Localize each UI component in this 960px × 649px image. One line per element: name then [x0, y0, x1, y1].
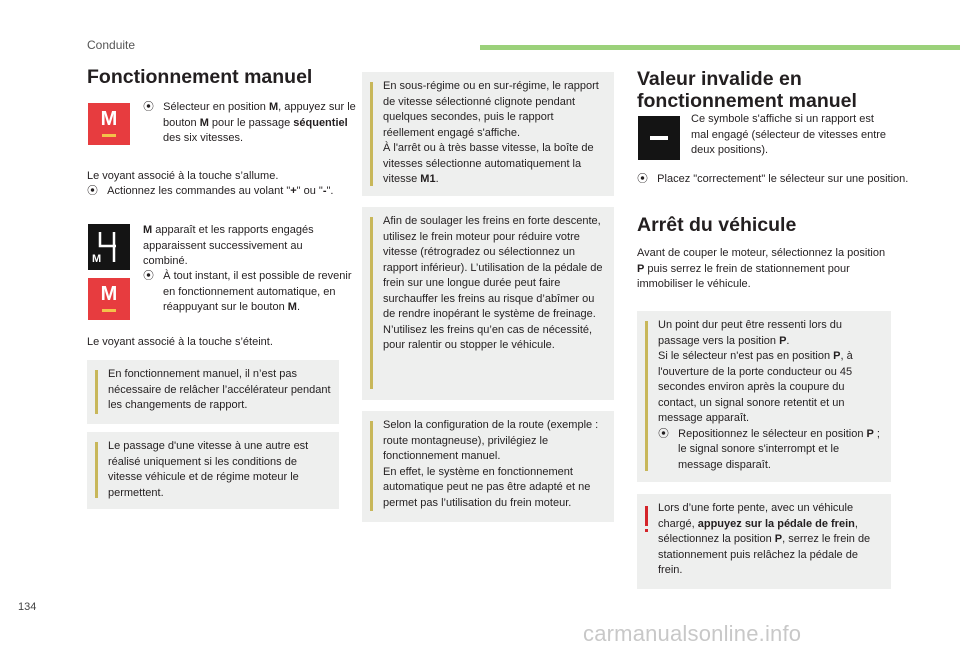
- warning-box-forte-pente: Lors d’une forte pente, avec un véhicule chargé, appuyez sur la pédale de frein, sélectionnez la position P, serrez le frein de stationnement puis relâchez la pédale de frein.: [637, 494, 891, 589]
- info-box-frein-moteur: Afin de soulager les freins en forte descente, utilisez le frein moteur pour réduire votre vitesse (rétrogradez ou sélectionnez un rapport inférieur). L’utilisation de la pédale de frein sur une longue durée peut faire surchauffer les freins au risque d’abîmer ou de rendre inopérant le système de freinage. N’utilisez les freins qu’en cas de nécessité, pour ralentir ou stopper le véhicule.: [362, 207, 614, 400]
- info-box-passage-vitesse: Le passage d'une vitesse à une autre est réalisé uniquement si les conditions de vitesse véhicule et de régime moteur le permettent.: [87, 432, 339, 509]
- header-rule: [480, 45, 960, 50]
- step-revenir-auto: ⦿ À tout instant, il est possible de revenir en fonctionnement automatique, en réappuyant sur le bouton M.: [143, 270, 352, 313]
- title-fonctionnement-manuel: Fonctionnement manuel: [87, 66, 313, 88]
- info-bar: [370, 217, 373, 389]
- page-number: 134: [18, 601, 37, 613]
- para-voyant-eteint: Le voyant associé à la touche s’éteint.: [87, 336, 273, 348]
- info-box-route-montagneuse: Selon la configuration de la route (exemple : route montagneuse), privilégiez le fonctionnement manuel. En effet, le système en fonctionnement automatique peut ne pas être adapté et ne permet pas l’utilisation du frein moteur.: [362, 411, 614, 522]
- info-box-point-dur: Un point dur peut être ressenti lors du passage vers la position P. Si le sélecteur n'est pas en position P, à l'ouverture de la porte conducteur ou 45 secondes environ après la coupure du contact, un signal sonore retentit et un message apparaît. ⦿ Repositionnez le sélecteur en position P ; le signal sonore s'interrompt et le message disparaît.: [637, 311, 891, 482]
- bullet-icon: ⦿: [637, 173, 648, 185]
- warning-bar: [645, 506, 648, 526]
- info-box-accelerateur: En fonctionnement manuel, il n’est pas nécessaire de relâcher l’accélérateur pendant les changements de rapport.: [87, 360, 339, 424]
- warning-dot: [645, 529, 648, 532]
- title-arret-vehicule: Arrêt du véhicule: [637, 214, 797, 236]
- para-m-apparait: M apparaît et les rapports engagés apparaissent successivement au combiné.: [143, 224, 314, 267]
- info-box-sous-regime: En sous-régime ou en sur-régime, le rapport de vitesse sélectionné clignote pendant quelques secondes, puis le rapport réellement engagé s'affiche. À l'arrêt ou à très basse vitesse, la boîte de vitesses sélectionne automatiquement la vitesse M1.: [362, 72, 614, 196]
- manual-mode-button-icon: M: [88, 103, 130, 145]
- para-voyant-allume: Le voyant associé à la touche s’allume.: [87, 170, 279, 182]
- bullet-icon: ⦿: [143, 101, 154, 113]
- step-commandes-volant: ⦿ Actionnez les commandes au volant "+" ou "-".: [87, 185, 334, 197]
- title-valeur-invalide: Valeur invalide en fonctionnement manuel: [637, 68, 857, 112]
- para-symbole-invalide: Ce symbole s'affiche si un rapport est mal engagé (sélecteur de vitesses entre deux positions).: [691, 113, 887, 156]
- info-bar: [370, 82, 373, 186]
- para-couper-moteur: Avant de couper le moteur, sélectionnez la position P puis serrez le frein de stationnement pour immobiliser le véhicule.: [637, 247, 886, 290]
- info-bar: [645, 321, 648, 471]
- bullet-icon: ⦿: [87, 185, 98, 197]
- invalid-gear-icon: [638, 116, 680, 160]
- info-bar: [95, 442, 98, 498]
- section-header: Conduite: [87, 38, 136, 52]
- watermark: carmanualsonline.info: [583, 621, 802, 646]
- bullet-icon: ⦿: [143, 270, 154, 282]
- info-bar: [370, 421, 373, 511]
- step-selector-m: ⦿ Sélecteur en position M, appuyez sur le bouton M pour le passage séquentiel des six vitesses.: [143, 101, 356, 144]
- step-placez-selecteur: ⦿ Placez "correctement" le sélecteur sur une position.: [637, 173, 909, 185]
- gear-display-icon: [88, 224, 130, 270]
- info-bar: [95, 370, 98, 414]
- manual-mode-button-icon-2: M: [88, 278, 130, 320]
- gear-mode-letter: M: [92, 253, 102, 265]
- bullet-icon: ⦿: [658, 427, 669, 440]
